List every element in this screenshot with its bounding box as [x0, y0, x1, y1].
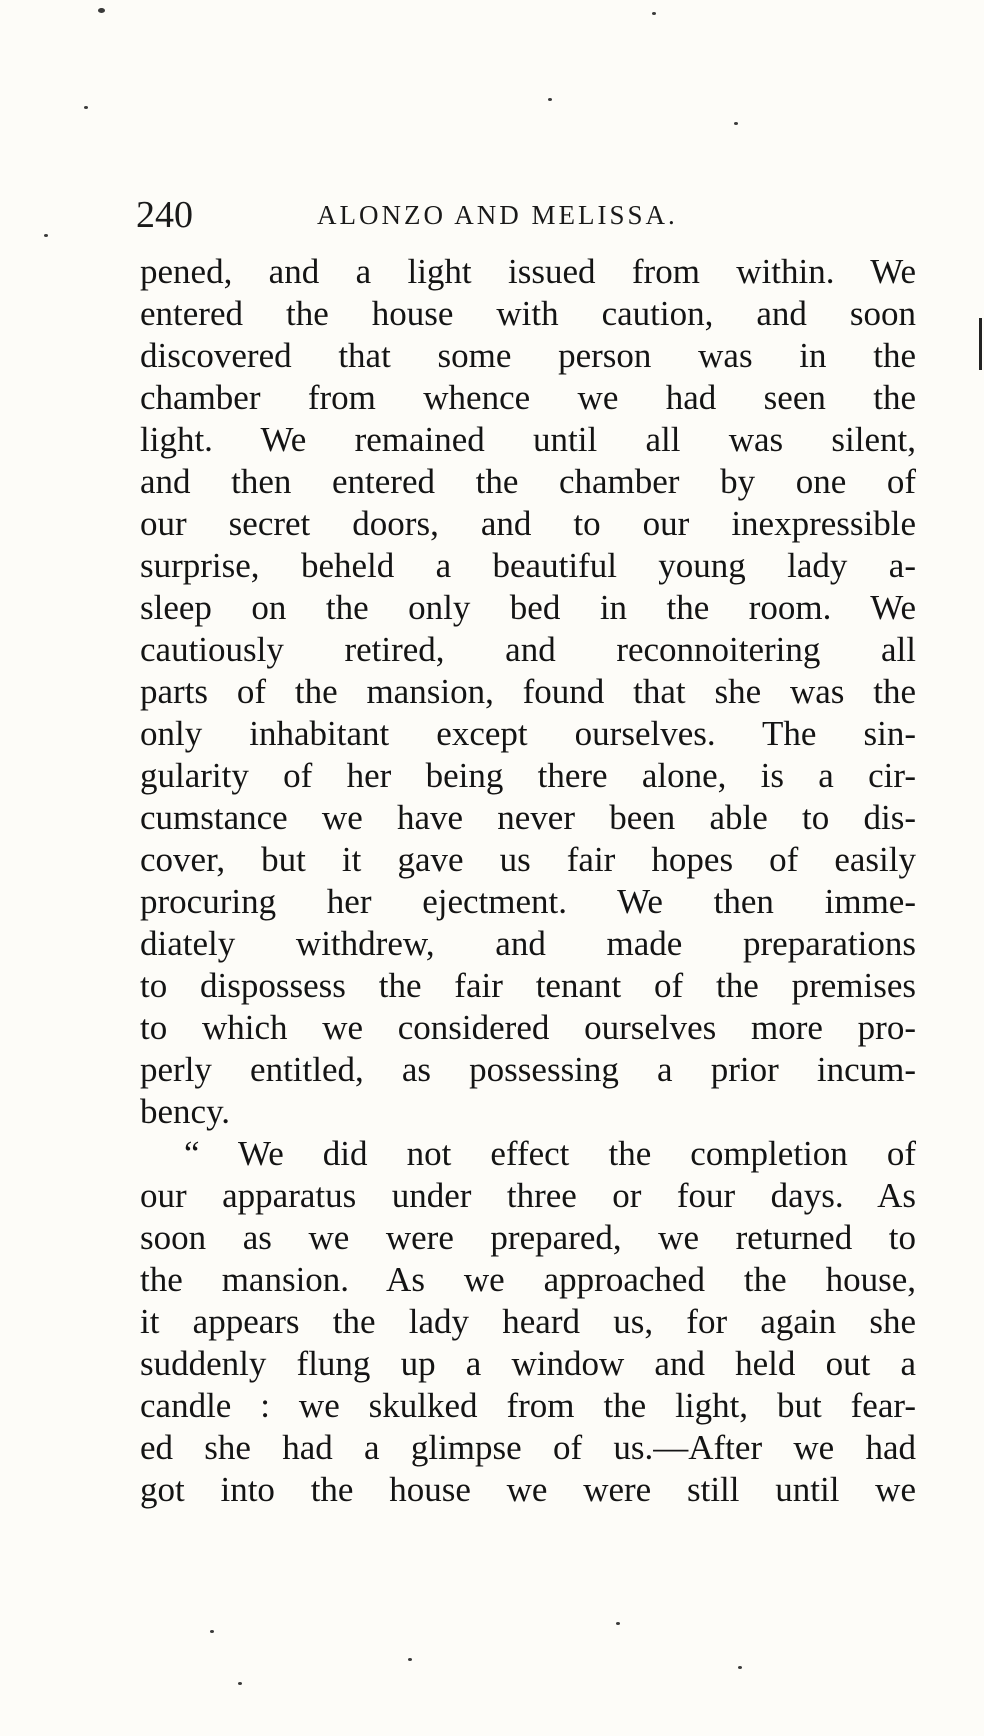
text-line: chamber from whence we had seen the — [140, 378, 916, 417]
ink-speck — [548, 98, 552, 101]
text-line: ed she had a glimpse of us.—After we had — [140, 1428, 916, 1467]
text-line: to dispossess the fair tenant of the premises — [140, 966, 916, 1005]
body-text — [140, 251, 916, 1511]
text-line: soon as we were prepared, we returned to — [140, 1218, 916, 1257]
text-line: it appears the lady heard us, for again she — [140, 1302, 916, 1341]
page-header — [136, 190, 916, 240]
ink-speck — [652, 12, 656, 15]
text-line: discovered that some person was in the — [140, 336, 916, 375]
text-line: procuring her ejectment. We then imme- — [140, 882, 916, 921]
text-line: diately withdrew, and made preparations — [140, 924, 916, 963]
text-line: pened, and a light issued from within. We — [140, 252, 916, 291]
ink-speck — [734, 122, 738, 125]
text-line: cautiously retired, and reconnoitering all — [140, 630, 916, 669]
text-line: entered the house with caution, and soon — [140, 294, 916, 333]
text-line: and then entered the chamber by one of — [140, 462, 916, 501]
ink-speck — [210, 1630, 214, 1633]
page-number: 240 — [136, 194, 193, 236]
text-line: sleep on the only bed in the room. We — [140, 588, 916, 627]
ink-speck — [616, 1622, 620, 1625]
text-line: suddenly flung up a window and held out a — [140, 1344, 916, 1383]
text-line: light. We remained until all was silent, — [140, 420, 916, 459]
text-line: parts of the mansion, found that she was the — [140, 672, 916, 711]
ink-speck — [238, 1682, 242, 1685]
text-line: surprise, beheld a beautiful young lady a- — [140, 546, 916, 585]
text-line: perly entitled, as possessing a prior incum- — [140, 1050, 916, 1089]
ink-speck — [738, 1666, 742, 1669]
text-line: to which we considered ourselves more pro- — [140, 1008, 916, 1047]
text-line: only inhabitant except ourselves. The sin- — [140, 714, 916, 753]
text-line: cumstance we have never been able to dis- — [140, 798, 916, 837]
text-line: our apparatus under three or four days. As — [140, 1176, 916, 1215]
text-line: “ We did not effect the completion of — [184, 1134, 916, 1173]
text-line: bency. — [140, 1092, 231, 1131]
ink-speck — [44, 234, 48, 237]
text-line: our secret doors, and to our inexpressible — [140, 504, 916, 543]
text-line: gularity of her being there alone, is a cir- — [140, 756, 916, 795]
text-line: cover, but it gave us fair hopes of easily — [140, 840, 916, 879]
ink-speck — [408, 1658, 412, 1661]
text-line: candle : we skulked from the light, but fear- — [140, 1386, 916, 1425]
edge-mark — [979, 318, 982, 370]
text-line: the mansion. As we approached the house, — [140, 1260, 916, 1299]
text-line: got into the house we were still until we — [140, 1470, 916, 1509]
running-head: ALONZO AND MELISSA. — [317, 200, 678, 230]
ink-speck — [98, 8, 105, 13]
ink-speck — [84, 106, 88, 109]
